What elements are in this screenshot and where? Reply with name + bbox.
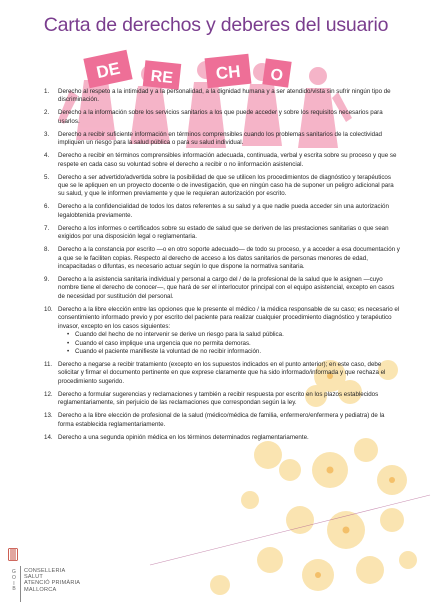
item-number: 5. [44,173,50,181]
list-item [44,276,400,301]
item-number: 7. [44,224,50,232]
sub-item-text: Cuando el paciente manifieste la voluntad de no recibir información. [75,347,262,355]
page-title: Carta de derechos y deberes del usuario [43,14,389,36]
item-text: Derecho a la libre elección de profesional de la salud (médico/médica de familia, enfermero/enfermera y pediatra) de la forma establecida reglamentariamente. [58,412,385,428]
item-text: Derecho a recibir en términos comprensibles información adecuada, continuada, verbal y escrita sobre su proceso y que se respete en cada caso su voluntad sobre el derecho a recibir o no iinformación asistencial. [58,152,397,168]
item-number: 13. [44,412,53,420]
item-number: 11. [44,360,53,368]
bullet: • [67,347,70,355]
item-text: Derecho a la información sobre los servicios sanitarios a los que puede acceder y sobre los requisitos necesarios para usarlos. [58,109,383,125]
bullet: • [67,339,70,347]
coat-of-arms-icon [8,548,18,562]
sub-list [58,331,400,356]
sub-list-item [67,331,400,339]
vertical-letter: I [13,580,15,587]
institution-line: ATENCIÓ PRIMÀRIA [24,580,81,587]
item-text: Derecho a ser advertido/advertida sobre la posibilidad de que se utilicen los procedimientos de diagnóstico y terapéuticos que se le apliquen en un proyecto docente o de investigación, que en ningún caso ha de suponer un peligro adicional para su salud, y que le informen previamente y que le requieran autorización por escrito. [58,173,394,198]
list-item [44,412,400,429]
vertical-letter: G [12,569,16,575]
item-number: 12. [44,390,53,398]
item-text: Derecho a negarse a recibir tratamiento (excepto en los supuestos indicados en el punto anterior); en este caso, debe solicitar y firmar el documento pertinente en que exprese claramente que ha sido informado/informada y que rechaza el procedimiento sugerido. [58,360,386,385]
logo-divider [20,566,21,602]
institution-name [24,568,80,593]
list-item [44,225,400,242]
item-number: 3. [44,130,50,138]
sign-letter-3: CH [214,61,242,84]
item-text: Derecho a una segunda opinión médica en los términos determinados reglamentariamente. [58,433,309,441]
vertical-letter: B [12,586,16,593]
sign-letter-1: DE [94,58,122,83]
item-number: 14. [44,433,53,441]
sub-list-item [67,340,400,348]
list-item [44,152,400,169]
sign-letter-2: RE [149,67,174,88]
item-number: 9. [44,276,50,284]
item-text: Derecho a la libre elección entre las opciones que le presente el médico / la médica responsable de su caso; es necesario el consentimiento informado previo y por escrito del paciente para realizar cualquier procedimiento diagnóstico y terapéutico invasor, excepto en los casos siguientes: [58,305,400,330]
item-number: 8. [44,246,50,254]
item-text: Derecho a la asistencia sanitaria individual y personal a cargo del / de la profesional de la salud que le asignen —cuyo nombre tiene el derecho de conocer—, que hará de ser el interlocutor principal con el equipo asistencial, excepto en casos de necesidad por sustitución del personal. [58,276,395,300]
sub-list-item [67,348,400,356]
item-text: Derecho a los informes o certificados sobre su estado de salud que se deriven de las prestaciones sanitarias o que sean exigidos por una disposición legal o reglamentaria. [58,224,389,241]
sub-item-text: Cuando el caso implique una urgencia que no permita demoras. [75,339,251,347]
item-text: Derecho a formular sugerencias y reclamaciones y también a recibir respuesta por escrito en los plazos establecidos reglamentariamente, sin perjuicio de las reclamaciones que correspondan según la ley. [58,390,379,407]
bullet: • [67,331,70,339]
item-text: Derecho al respeto a la intimidad y a la personalidad, a la dignidad humana y a ser atendido/vista sin sufrir ningún tipo de discriminación. [58,88,391,104]
item-text: Derecho a la confidencialidad de todos los datos referentes a su salud y a que nadie pueda acceder sin una autorización legalobtenida previamente. [58,203,389,219]
item-number: 10. [44,305,53,313]
list-item [44,361,400,386]
rights-list [44,88,400,447]
institution-line: CONSELLERIA [24,568,66,574]
list-item [44,391,400,408]
item-number: 4. [44,152,50,160]
item-number: 6. [44,203,50,211]
list-item [44,434,400,442]
vertical-letter: O [12,574,16,581]
list-item [44,109,400,126]
list-item [44,246,400,271]
institution-line: SALUT [24,574,44,581]
govern-vertical-letters [11,570,17,593]
list-item [44,88,400,105]
list-item [44,306,400,356]
sub-item-text: Cuando del hecho de no intervenir se derive un riesgo para la salud pública. [75,331,284,339]
item-text: Derecho a recibir suficiente información en términos comprensibles cuando los problemas sanitarios de la colectividad impliquen un riesgo para la salud pública o para su salud individual. [58,130,382,147]
item-number: 2. [44,109,50,117]
list-item [44,174,400,199]
item-number: 1. [44,88,50,95]
institution-line: MALLORCA [24,586,57,593]
list-item [44,131,400,148]
sign-letter-4: O [269,66,285,85]
item-text: Derecho a la constancia por escrito —o en otro soporte adecuado— de todo su proceso, y a acceder a esa documentación y a que se le faciliten copias. Respecto al derecho de acceso a los datos sanitarios de personas menores de edad, incapacitadas o difuntas, es necesario actuar según lo que dispone la normativa sanitaria. [58,246,400,271]
list-item [44,203,400,220]
